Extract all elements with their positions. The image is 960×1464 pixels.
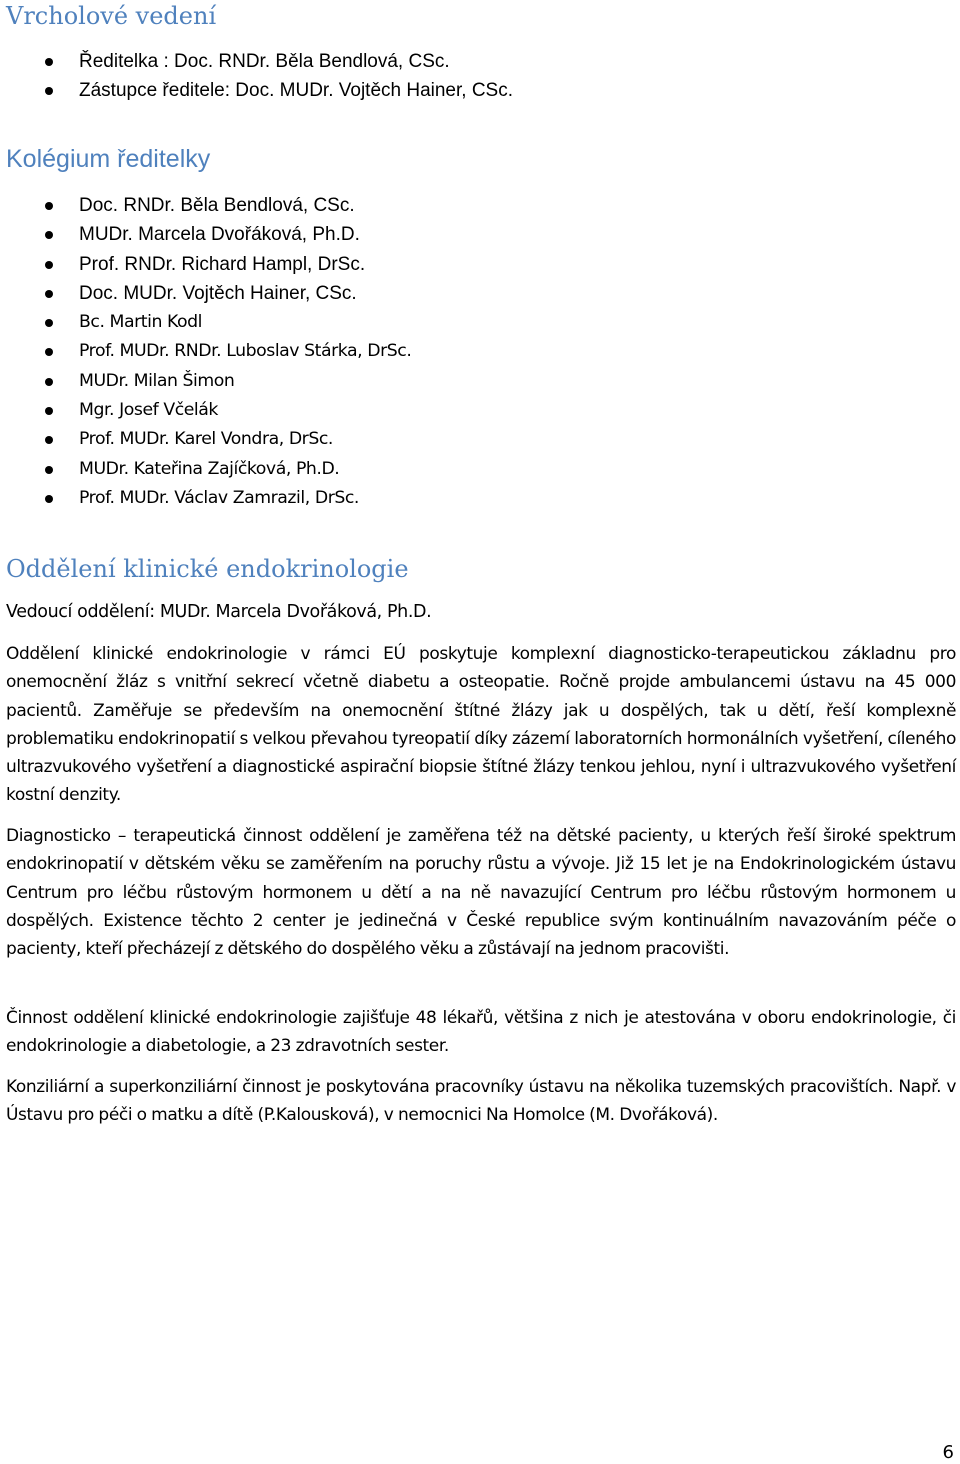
list-item: Doc. MUDr. Vojtěch Hainer, CSc. <box>6 279 411 308</box>
department-head: Vedoucí oddělení: MUDr. Marcela Dvořáková, Ph.D. <box>6 602 432 622</box>
list-item: Bc. Martin Kodl <box>6 308 411 337</box>
list-item: Zástupce ředitele: Doc. MUDr. Vojtěch Hainer, CSc. <box>6 76 513 105</box>
list-item: Mgr. Josef Včelák <box>6 396 411 425</box>
section-title-management: Vrcholové vedení <box>6 2 217 30</box>
list-item: MUDr. Milan Šimon <box>6 367 411 396</box>
section-title-department: Oddělení klinické endokrinologie <box>6 555 409 583</box>
list-item: Prof. MUDr. Karel Vondra, DrSc. <box>6 425 411 454</box>
board-list <box>6 191 411 513</box>
paragraph: Konziliární a superkonziliární činnost je poskytována pracovníky ústavu na několika tuzemských pracovištích. Např. v Ústavu pro péči o matku a dítě (P.Kalousková), v nemocnici Na Homolce (M. Dvořáková). <box>6 1077 956 1126</box>
list-item: Prof. RNDr. Richard Hampl, DrSc. <box>6 250 411 279</box>
page-number: 6 <box>942 1442 954 1463</box>
list-item: Doc. RNDr. Běla Bendlová, CSc. <box>6 191 411 220</box>
paragraph: Činnost oddělení klinické endokrinologie zajišťuje 48 lékařů, většina z nich je atestována v oboru endokrinologie, či endokrinologie a diabetologie, a 23 zdravotních sester. <box>6 1008 956 1057</box>
list-item: MUDr. Marcela Dvořáková, Ph.D. <box>6 220 411 249</box>
section-title-board: Kolégium ředitelky <box>6 145 211 173</box>
paragraph: Diagnosticko – terapeutická činnost oddělení je zaměřena též na dětské pacienty, u kterých řeší široké spektrum endokrinopatií v dětském věku se zaměřením na poruchy růstu a vývoje. Již 15 let je na Endokrinologickém ústavu Centrum pro léčbu růstovým hormonem u dětí a na ně navazující Centrum pro léčbu růstovým hormonem u dospělých. Existence těchto 2 center je jedinečná v České republice svým kontinuálním navazováním péče o pacienty, kteří přecházejí z dětského do dospělého věku a zůstávají na jednom pracovišti. <box>6 826 956 960</box>
list-item: Prof. MUDr. RNDr. Luboslav Stárka, DrSc. <box>6 337 411 366</box>
list-item: MUDr. Kateřina Zajíčková, Ph.D. <box>6 455 411 484</box>
paragraph: Oddělení klinické endokrinologie v rámci EÚ poskytuje komplexní diagnosticko-terapeutickou základnu pro onemocnění žláz s vnitřní sekrecí včetně diabetu a osteopatie. Ročně projde ambulancemi ústavu na 45 000 pacientů. Zaměřuje se především na onemocnění štítné žlázy jak u dospělých, tak u dětí, řeší komplexně problematiku endokrinopatií s velkou převahou tyreopatií díky zázemí laboratorních hormonálních vyšetření, cíleného ultrazvukového vyšetření a diagnostické aspirační biopsie štítné žlázy tenkou jehlou, nyní i ultrazvukového vyšetření kostní denzity. <box>6 644 956 806</box>
list-item: Prof. MUDr. Václav Zamrazil, DrSc. <box>6 484 411 513</box>
management-list <box>6 47 513 106</box>
list-item: Ředitelka : Doc. RNDr. Běla Bendlová, CSc. <box>6 47 513 76</box>
